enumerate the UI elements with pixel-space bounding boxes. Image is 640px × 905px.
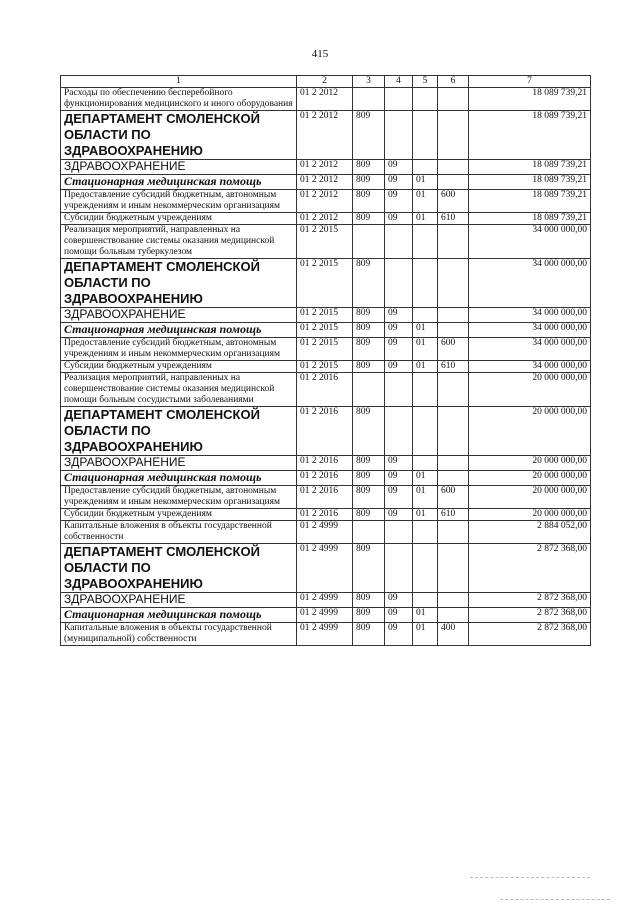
amount-cell: 2 872 368,00 [469, 608, 591, 623]
code-cell-rz: 09 [385, 213, 413, 225]
page-number: 415 [311, 48, 329, 60]
code-cell-vr [438, 373, 469, 407]
code-cell-vr [438, 456, 469, 471]
code-cell-grbs: 809 [353, 308, 385, 323]
row-name-cell: Предоставление субсидий бюджетным, автономным учреждениям и иным некоммерческим организациям [61, 486, 297, 509]
code-cell-csr: 01 2 2012 [297, 111, 353, 160]
amount-cell: 20 000 000,00 [469, 456, 591, 471]
code-cell-grbs: 809 [353, 323, 385, 338]
code-cell-grbs: 809 [353, 509, 385, 521]
code-cell-rz: 09 [385, 486, 413, 509]
row-name-cell: ЗДРАВООХРАНЕНИЕ [61, 593, 297, 608]
code-cell-csr: 01 2 4999 [297, 593, 353, 608]
table-row [61, 593, 591, 608]
row-name-cell: ДЕПАРТАМЕНТ СМОЛЕНСКОЙ ОБЛАСТИ ПО ЗДРАВООХРАНЕНИЮ [61, 259, 297, 308]
code-cell-grbs: 809 [353, 486, 385, 509]
amount-cell: 20 000 000,00 [469, 486, 591, 509]
table-row [61, 407, 591, 456]
code-cell-grbs [353, 225, 385, 259]
code-cell-pr: 01 [413, 623, 438, 646]
code-cell-rz: 09 [385, 323, 413, 338]
code-cell-grbs: 809 [353, 175, 385, 190]
code-cell-pr [413, 160, 438, 175]
code-cell-csr: 01 2 4999 [297, 623, 353, 646]
code-cell-vr [438, 259, 469, 308]
table-row [61, 521, 591, 544]
row-name-cell: ДЕПАРТАМЕНТ СМОЛЕНСКОЙ ОБЛАСТИ ПО ЗДРАВООХРАНЕНИЮ [61, 544, 297, 593]
scan-artifact-line [470, 877, 590, 878]
code-cell-vr: 600 [438, 486, 469, 509]
code-cell-csr: 01 2 2012 [297, 190, 353, 213]
code-cell-csr: 01 2 2016 [297, 471, 353, 486]
header-col-3: 3 [353, 76, 385, 88]
table-row [61, 111, 591, 160]
code-cell-grbs: 809 [353, 361, 385, 373]
header-col-4: 4 [385, 76, 413, 88]
code-cell-csr: 01 2 2012 [297, 213, 353, 225]
table-row [61, 486, 591, 509]
code-cell-pr: 01 [413, 213, 438, 225]
code-cell-rz [385, 88, 413, 111]
table-header [61, 76, 591, 88]
code-cell-grbs [353, 88, 385, 111]
header-col-2: 2 [297, 76, 353, 88]
header-col-1: 1 [61, 76, 297, 88]
code-cell-csr: 01 2 2015 [297, 259, 353, 308]
code-cell-grbs: 809 [353, 160, 385, 175]
code-cell-vr: 400 [438, 623, 469, 646]
table-row [61, 175, 591, 190]
code-cell-grbs: 809 [353, 608, 385, 623]
amount-cell: 34 000 000,00 [469, 323, 591, 338]
row-name-cell: Субсидии бюджетным учреждениям [61, 361, 297, 373]
code-cell-csr: 01 2 2015 [297, 225, 353, 259]
code-cell-pr [413, 373, 438, 407]
code-cell-rz: 09 [385, 471, 413, 486]
code-cell-grbs: 809 [353, 593, 385, 608]
code-cell-grbs: 809 [353, 213, 385, 225]
code-cell-vr [438, 544, 469, 593]
code-cell-pr: 01 [413, 608, 438, 623]
table-row [61, 308, 591, 323]
code-cell-grbs: 809 [353, 471, 385, 486]
row-name-cell: Стационарная медицинская помощь [61, 323, 297, 338]
row-name-cell: ЗДРАВООХРАНЕНИЕ [61, 160, 297, 175]
code-cell-vr [438, 608, 469, 623]
code-cell-vr [438, 225, 469, 259]
header-col-7: 7 [469, 76, 591, 88]
amount-cell: 18 089 739,21 [469, 88, 591, 111]
table-row [61, 544, 591, 593]
code-cell-csr: 01 2 2016 [297, 373, 353, 407]
table-row [61, 608, 591, 623]
code-cell-rz: 09 [385, 190, 413, 213]
row-name-cell: Субсидии бюджетным учреждениям [61, 213, 297, 225]
row-name-cell: Предоставление субсидий бюджетным, автономным учреждениям и иным некоммерческим организациям [61, 190, 297, 213]
amount-cell: 18 089 739,21 [469, 111, 591, 160]
code-cell-pr: 01 [413, 509, 438, 521]
table-row [61, 190, 591, 213]
code-cell-vr: 610 [438, 213, 469, 225]
amount-cell: 20 000 000,00 [469, 471, 591, 486]
code-cell-grbs: 809 [353, 456, 385, 471]
row-name-cell: Капитальные вложения в объекты государственной собственности [61, 521, 297, 544]
header-row [61, 76, 591, 88]
code-cell-csr: 01 2 2015 [297, 308, 353, 323]
header-col-5: 5 [413, 76, 438, 88]
code-cell-pr: 01 [413, 471, 438, 486]
code-cell-csr: 01 2 4999 [297, 521, 353, 544]
row-name-cell: Расходы по обеспечению бесперебойного функционирования медицинского и иного оборудования [61, 88, 297, 111]
code-cell-vr [438, 88, 469, 111]
code-cell-vr [438, 407, 469, 456]
code-cell-pr: 01 [413, 486, 438, 509]
code-cell-csr: 01 2 2012 [297, 175, 353, 190]
code-cell-rz: 09 [385, 608, 413, 623]
code-cell-csr: 01 2 2012 [297, 88, 353, 111]
amount-cell: 2 872 368,00 [469, 544, 591, 593]
code-cell-rz [385, 521, 413, 544]
amount-cell: 18 089 739,21 [469, 190, 591, 213]
table-row [61, 213, 591, 225]
code-cell-vr [438, 160, 469, 175]
code-cell-grbs [353, 373, 385, 407]
code-cell-rz: 09 [385, 509, 413, 521]
code-cell-vr [438, 111, 469, 160]
row-name-cell: Субсидии бюджетным учреждениям [61, 509, 297, 521]
code-cell-pr: 01 [413, 323, 438, 338]
code-cell-rz [385, 225, 413, 259]
header-col-6: 6 [438, 76, 469, 88]
code-cell-pr [413, 456, 438, 471]
code-cell-csr: 01 2 2016 [297, 407, 353, 456]
code-cell-rz [385, 373, 413, 407]
code-cell-rz: 09 [385, 308, 413, 323]
table-row [61, 160, 591, 175]
row-name-cell: Капитальные вложения в объекты государственной (муниципальной) собственности [61, 623, 297, 646]
code-cell-csr: 01 2 2016 [297, 509, 353, 521]
amount-cell: 18 089 739,21 [469, 160, 591, 175]
amount-cell: 20 000 000,00 [469, 373, 591, 407]
code-cell-pr [413, 225, 438, 259]
code-cell-rz: 09 [385, 175, 413, 190]
code-cell-grbs [353, 521, 385, 544]
code-cell-pr [413, 544, 438, 593]
code-cell-grbs: 809 [353, 338, 385, 361]
code-cell-pr [413, 308, 438, 323]
code-cell-rz [385, 259, 413, 308]
code-cell-pr [413, 259, 438, 308]
code-cell-rz: 09 [385, 593, 413, 608]
table-row [61, 373, 591, 407]
code-cell-vr [438, 471, 469, 486]
code-cell-csr: 01 2 2016 [297, 456, 353, 471]
amount-cell: 2 872 368,00 [469, 593, 591, 608]
code-cell-vr: 610 [438, 509, 469, 521]
row-name-cell: ДЕПАРТАМЕНТ СМОЛЕНСКОЙ ОБЛАСТИ ПО ЗДРАВООХРАНЕНИЮ [61, 111, 297, 160]
code-cell-pr [413, 111, 438, 160]
amount-cell: 34 000 000,00 [469, 308, 591, 323]
amount-cell: 20 000 000,00 [469, 407, 591, 456]
code-cell-vr [438, 308, 469, 323]
table-row [61, 361, 591, 373]
code-cell-pr: 01 [413, 338, 438, 361]
amount-cell: 18 089 739,21 [469, 175, 591, 190]
code-cell-pr [413, 407, 438, 456]
row-name-cell: Стационарная медицинская помощь [61, 175, 297, 190]
table-row [61, 225, 591, 259]
code-cell-vr: 610 [438, 361, 469, 373]
code-cell-pr: 01 [413, 190, 438, 213]
amount-cell: 34 000 000,00 [469, 338, 591, 361]
code-cell-pr [413, 593, 438, 608]
amount-cell: 2 872 368,00 [469, 623, 591, 646]
code-cell-grbs: 809 [353, 623, 385, 646]
row-name-cell: ЗДРАВООХРАНЕНИЕ [61, 308, 297, 323]
code-cell-vr: 600 [438, 190, 469, 213]
amount-cell: 18 089 739,21 [469, 213, 591, 225]
code-cell-vr [438, 593, 469, 608]
table-row [61, 623, 591, 646]
code-cell-vr [438, 323, 469, 338]
code-cell-rz [385, 407, 413, 456]
table-row [61, 259, 591, 308]
code-cell-pr: 01 [413, 175, 438, 190]
code-cell-rz: 09 [385, 338, 413, 361]
amount-cell: 20 000 000,00 [469, 509, 591, 521]
table-row [61, 338, 591, 361]
code-cell-grbs: 809 [353, 407, 385, 456]
code-cell-csr: 01 2 2015 [297, 338, 353, 361]
table-body [61, 88, 591, 646]
budget-table [60, 75, 591, 646]
table-row [61, 456, 591, 471]
row-name-cell: ЗДРАВООХРАНЕНИЕ [61, 456, 297, 471]
row-name-cell: Предоставление субсидий бюджетным, автономным учреждениям и иным некоммерческим организациям [61, 338, 297, 361]
code-cell-pr [413, 521, 438, 544]
code-cell-csr: 01 2 2012 [297, 160, 353, 175]
code-cell-rz: 09 [385, 160, 413, 175]
row-name-cell: Реализация мероприятий, направленных на совершенствование системы оказания медицинской помощи больным туберкулезом [61, 225, 297, 259]
amount-cell: 34 000 000,00 [469, 225, 591, 259]
table-row [61, 509, 591, 521]
code-cell-rz [385, 111, 413, 160]
code-cell-csr: 01 2 2015 [297, 361, 353, 373]
code-cell-rz: 09 [385, 623, 413, 646]
amount-cell: 34 000 000,00 [469, 361, 591, 373]
code-cell-rz: 09 [385, 361, 413, 373]
code-cell-rz [385, 544, 413, 593]
code-cell-csr: 01 2 2015 [297, 323, 353, 338]
code-cell-csr: 01 2 4999 [297, 544, 353, 593]
code-cell-grbs: 809 [353, 190, 385, 213]
code-cell-pr: 01 [413, 361, 438, 373]
row-name-cell: Стационарная медицинская помощь [61, 608, 297, 623]
code-cell-grbs: 809 [353, 111, 385, 160]
row-name-cell: Стационарная медицинская помощь [61, 471, 297, 486]
table-row [61, 88, 591, 111]
scan-artifact-line [500, 899, 610, 900]
amount-cell: 34 000 000,00 [469, 259, 591, 308]
amount-cell: 2 884 052,00 [469, 521, 591, 544]
code-cell-pr [413, 88, 438, 111]
table-row [61, 323, 591, 338]
table-row [61, 471, 591, 486]
code-cell-vr: 600 [438, 338, 469, 361]
code-cell-grbs: 809 [353, 544, 385, 593]
code-cell-rz: 09 [385, 456, 413, 471]
code-cell-vr [438, 175, 469, 190]
code-cell-csr: 01 2 4999 [297, 608, 353, 623]
code-cell-vr [438, 521, 469, 544]
row-name-cell: ДЕПАРТАМЕНТ СМОЛЕНСКОЙ ОБЛАСТИ ПО ЗДРАВООХРАНЕНИЮ [61, 407, 297, 456]
code-cell-grbs: 809 [353, 259, 385, 308]
code-cell-csr: 01 2 2016 [297, 486, 353, 509]
row-name-cell: Реализация мероприятий, направленных на совершенствование системы оказания медицинской помощи больным сосудистыми заболеваниями [61, 373, 297, 407]
